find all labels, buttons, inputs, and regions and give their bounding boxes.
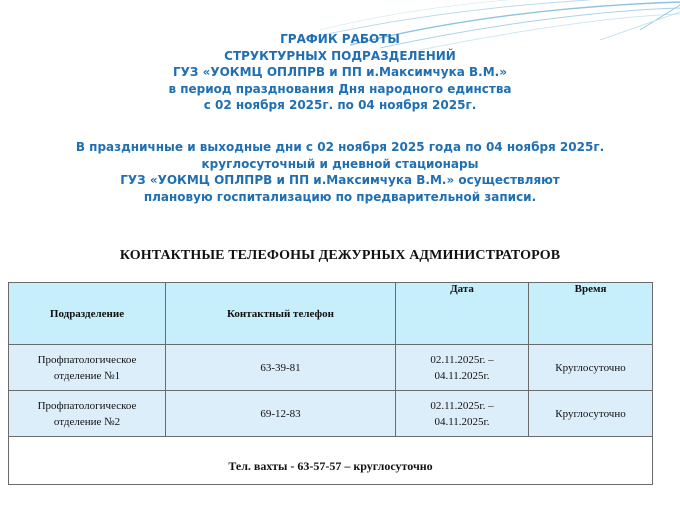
table-footer-row (9, 437, 653, 485)
date-line: 02.11.2025г. – (430, 399, 494, 412)
header-division: Подразделение (9, 283, 166, 345)
holiday-notice-line: ГУЗ «УОКМЦ ОПЛПРВ и ПП и.Максимчука В.М.» осуществляют (120, 173, 560, 187)
division-cell (9, 391, 166, 437)
date-cell (396, 345, 529, 391)
security-phone: Тел. вахты - 63-57-57 – круглосуточно (9, 437, 653, 485)
holiday-notice (0, 139, 680, 205)
schedule-header (0, 31, 680, 114)
header-date: Дата (396, 283, 529, 345)
holiday-notice-line: круглосуточный и дневной стационары (201, 156, 479, 171)
table-header-row (9, 283, 653, 345)
division-line: Профпатологическое (37, 353, 137, 366)
schedule-header-line: в период празднования Дня народного единства (168, 81, 512, 96)
schedule-header-line: ГУЗ «УОКМЦ ОПЛПРВ и ПП и.Максимчука В.М.» (172, 65, 507, 79)
schedule-header-line: СТРУКТУРНЫХ ПОДРАЗДЕЛЕНИЙ (224, 48, 456, 63)
schedule-header-line: ГРАФИК РАБОТЫ (280, 32, 400, 46)
division-line: отделение №2 (53, 415, 121, 428)
header-time: Время (529, 283, 653, 345)
division-line: Профпатологическое (37, 399, 137, 412)
holiday-notice-line: В праздничные и выходные дни с 02 ноября 2025 года по 04 ноября 2025г. (75, 140, 605, 154)
division-cell (9, 345, 166, 391)
schedule-header-line: с 02 ноября 2025г. по 04 ноября 2025г. (203, 98, 477, 112)
contacts-table (8, 282, 653, 485)
date-cell (396, 391, 529, 437)
time-cell: Круглосуточно (529, 391, 653, 437)
table-row (9, 345, 653, 391)
phone-cell: 63-39-81 (166, 345, 396, 391)
date-line: 04.11.2025г. (434, 415, 490, 428)
date-line: 02.11.2025г. – (430, 353, 494, 366)
phone-cell: 69-12-83 (166, 391, 396, 437)
holiday-notice-line: плановую госпитализацию по предварительной записи. (143, 189, 537, 204)
division-line: отделение №1 (53, 369, 121, 382)
table-row (9, 391, 653, 437)
date-line: 04.11.2025г. (434, 369, 490, 382)
header-phone: Контактный телефон (166, 283, 396, 345)
contacts-title: КОНТАКТНЫЕ ТЕЛЕФОНЫ ДЕЖУРНЫХ АДМИНИСТРАТОРОВ (119, 248, 561, 263)
time-cell: Круглосуточно (529, 345, 653, 391)
